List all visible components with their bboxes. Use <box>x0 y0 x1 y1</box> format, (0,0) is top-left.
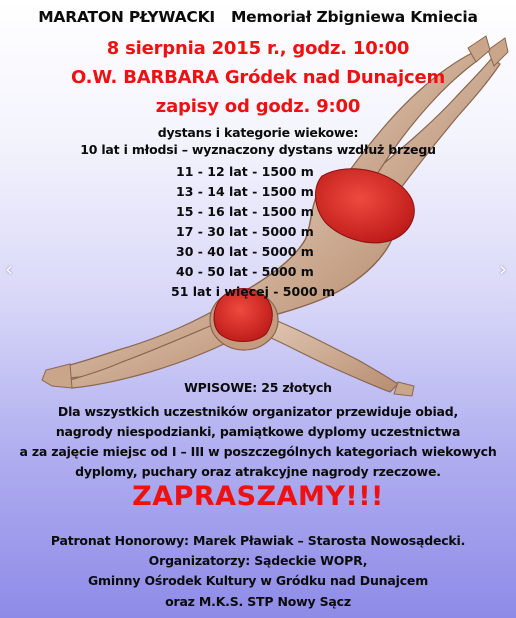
category-item: 13 - 14 lat - 1500 m <box>176 184 314 199</box>
chevron-right-icon[interactable]: › <box>499 257 507 281</box>
category-item: 15 - 16 lat - 1500 m <box>176 204 314 219</box>
invitation-heading: ZAPRASZAMY!!! <box>132 481 384 512</box>
info-line: a za zajęcie miejsc od I – III w poszczególnych kategoriach wiekowych <box>19 444 497 459</box>
info-line: dyplomy, puchary oraz atrakcyjne nagrody rzeczowe. <box>75 464 441 479</box>
categories-heading: dystans i kategorie wiekowe: <box>157 125 359 140</box>
event-date-time: 8 sierpnia 2015 r., godz. 10:00 <box>106 38 410 59</box>
category-item: 30 - 40 lat - 5000 m <box>176 244 314 259</box>
footer-line: Organizatorzy: Sądeckie WOPR, <box>148 553 368 568</box>
poster-title <box>0 8 516 26</box>
info-line: nagrody niespodzianki, pamiątkowe dyplomy uczestnictwa <box>55 424 461 439</box>
info-line: Dla wszystkich uczestników organizator przewiduje obiad, <box>57 404 459 419</box>
category-item: 40 - 50 lat - 5000 m <box>176 264 314 279</box>
event-venue: O.W. BARBARA Gródek nad Dunajcem <box>70 67 446 88</box>
registration-time: zapisy od godz. 9:00 <box>155 96 361 117</box>
title-part-1: MARATON PŁYWACKI <box>38 8 215 26</box>
category-item: 17 - 30 lat - 5000 m <box>176 224 314 239</box>
entry-fee: WPISOWE: 25 złotych <box>184 380 332 395</box>
footer-line: Patronat Honorowy: Marek Pławiak – Starosta Nowosądecki. <box>50 533 466 548</box>
category-item: 10 lat i młodsi – wyznaczony dystans wzdłuż brzegu <box>80 142 436 157</box>
category-item: 51 lat i więcej - 5000 m <box>171 284 335 299</box>
title-part-2: Memoriał Zbigniewa Kmiecia <box>230 8 478 26</box>
footer-line: Gminny Ośrodek Kultury w Gródku nad Dunajcem <box>87 573 429 588</box>
footer-line: oraz M.K.S. STP Nowy Sącz <box>165 594 351 609</box>
chevron-left-icon[interactable]: ‹ <box>5 257 13 281</box>
category-item: 11 - 12 lat - 1500 m <box>176 164 314 179</box>
